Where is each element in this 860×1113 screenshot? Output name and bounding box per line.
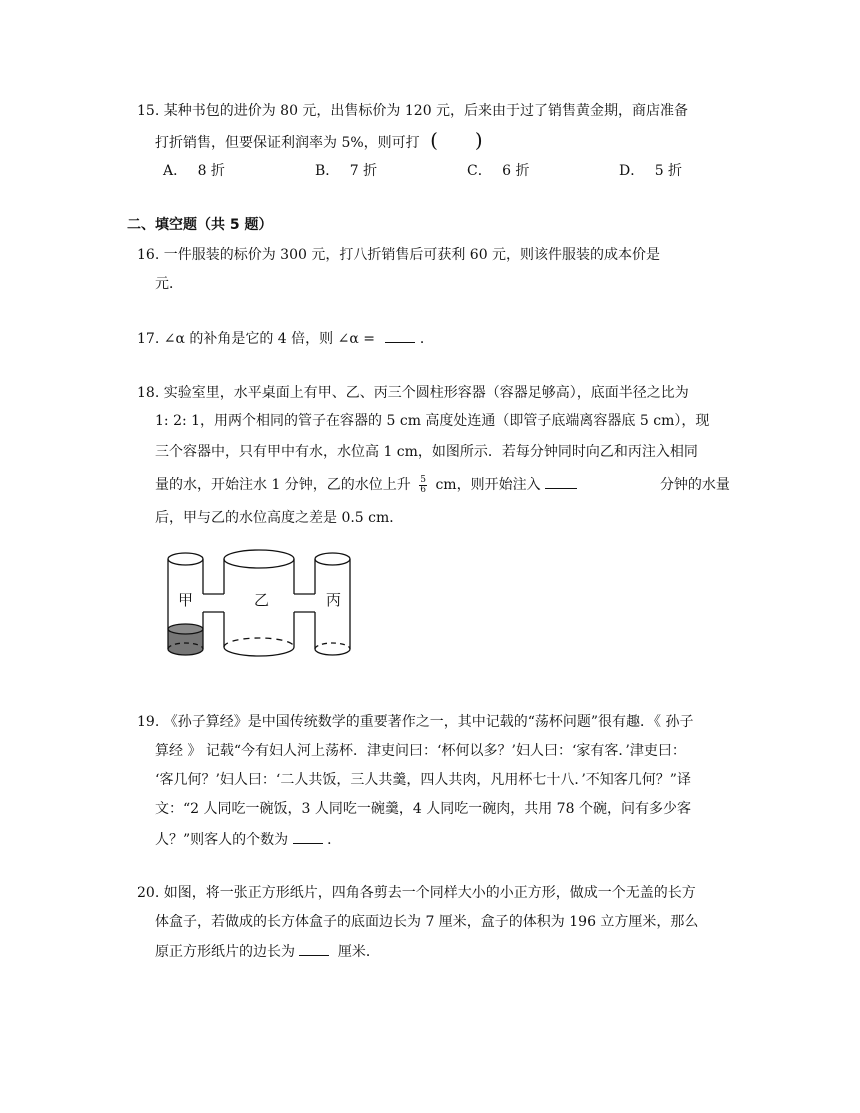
option-label: B．: [315, 163, 340, 179]
option-text: 7 折: [349, 163, 378, 179]
q20-line-3: [155, 941, 380, 962]
q17-answer-blank[interactable]: [385, 328, 415, 343]
option-label: C．: [467, 163, 492, 179]
option-text: 5 折: [654, 163, 683, 179]
q19-line-5: [155, 829, 341, 850]
q20-line-3-a: 原正方形纸片的边长为: [155, 944, 295, 960]
q15-option-a: [163, 161, 225, 181]
q19-line-3: ‘客几何？’妇人曰：‘二人共饭，三人共羹，四人共肉，凡用杯七十八．’不知客几何？”译: [155, 772, 691, 788]
q20-line-3-b: 厘米．: [337, 944, 380, 960]
q19-line-1: 19. 《孙子算经》是中国传统数学的重要著作之一，其中记载的“荡杯问题”很有趣．《 孙子: [137, 714, 694, 730]
q18-answer-blank[interactable]: [545, 474, 577, 489]
q20-line-1: 20. 如图，将一张正方形纸片，四角各剪去一个同样大小的小正方形，做成一个无盖的长方: [137, 885, 696, 901]
q17-line: [137, 328, 434, 349]
connected-cylinders-figure: [160, 545, 355, 669]
q18-line-4-a: 量的水，开始注水 1 分钟，乙的水位上升: [155, 477, 411, 493]
figure-label-jia: 甲: [178, 591, 194, 609]
fraction-numerator: 5: [420, 474, 426, 485]
q19-line-4: 文：“2 人同吃一碗饭，3 人同吃一碗羹，4 人同吃一碗肉，共用 78 个碗，问有多少客: [155, 801, 691, 817]
q18-line-5: 后，甲与乙的水位高度之差是 0.5 cm．: [155, 510, 404, 526]
q18-fraction: [419, 476, 427, 495]
q19-line-2: 算经 》 记载“今有妇人河上荡杯．津吏问曰：‘杯何以多？’妇人曰：‘家有客．’津吏曰：: [155, 743, 686, 759]
q19-answer-blank[interactable]: [293, 829, 323, 844]
q15-option-c: [467, 161, 530, 181]
fraction-denominator: 6: [420, 484, 426, 495]
q18-line-4-b: cm，则开始注入: [435, 477, 541, 493]
option-text: 6 折: [502, 163, 530, 179]
q20-line-2: 体盒子，若做成的长方体盒子的底面边长为 7 厘米，盒子的体积为 196 立方厘米，那么: [155, 914, 699, 930]
q19-end: ．: [327, 832, 342, 848]
q15-option-b: [315, 161, 377, 181]
q16-line-1: 16. 一件服装的标价为 300 元，打八折销售后可获利 60 元，则该件服装的成本价是: [137, 247, 661, 263]
q15-answer-paren-open: (: [430, 128, 438, 152]
q17-end: ．: [419, 331, 434, 347]
q18-line-1: 18. 实验室里，水平桌面上有甲、乙、丙三个圆柱形容器（容器足够高），底面半径之比为: [137, 385, 689, 401]
q18-line-3: 三个容器中，只有甲中有水，水位高 1 cm，如图所示．若每分钟同时向乙和丙注入相同: [155, 444, 698, 460]
q16-line-2: 元．: [155, 276, 183, 292]
q20-answer-blank[interactable]: [299, 941, 329, 956]
option-label: D．: [619, 163, 645, 179]
q15-line-2-text: 打折销售，但要保证利润率为 5%，则可打: [155, 135, 420, 151]
q19-line-5-a: 人？”则客人的个数为: [155, 832, 289, 848]
q18-line-2: 1: 2: 1，用两个相同的管子在容器的 5 cm 高度处连通（即管子底端离容器底 5 cm），现: [155, 413, 710, 429]
q18-line-4: [155, 474, 730, 495]
option-label: A．: [163, 163, 188, 179]
q18-line-4-c: 分钟的水量: [659, 477, 730, 493]
figure-label-yi: 乙: [254, 591, 270, 609]
q17-text: 17. ∠α 的补角是它的 4 倍，则 ∠α =: [137, 331, 375, 347]
figure-label-bing: 丙: [326, 591, 342, 609]
q15-option-d: [619, 161, 682, 181]
option-text: 8 折: [197, 163, 225, 179]
q15-answer-paren-close: ): [474, 128, 483, 152]
q15-line-2: [155, 130, 483, 153]
q15-line-1: 15. 某种书包的进价为 80 元，出售标价为 120 元，后来由于过了销售黄金期，商店准备: [137, 103, 689, 119]
section-heading: 二、填空题（共 5 题）: [127, 217, 273, 233]
